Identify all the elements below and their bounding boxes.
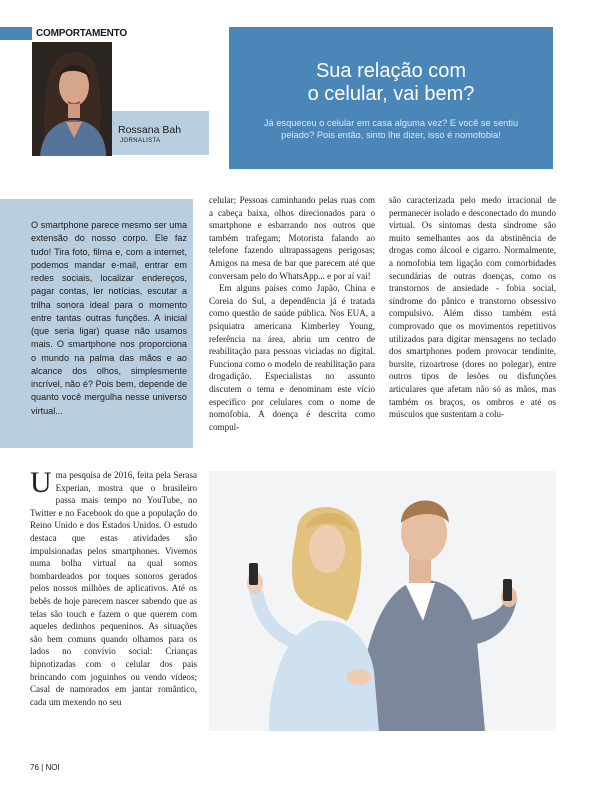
- drop-cap: U: [30, 466, 52, 499]
- page-number: 76: [30, 763, 39, 772]
- couple-with-phones-illustration-icon: [209, 471, 556, 731]
- author-name: Rossana Bah: [118, 124, 182, 136]
- body-paragraph: celular; Pessoas caminhando pelas ruas com a cabeça baixa, olhos direcionados para o smartphone e esbarrando nos outros que também trafegam; Motorista falando ao telefone fazendo ultrapassagens perigosas; Amigos na mesa de bar que parecem até que conversam pelo do WhatsApp... e por aí vai!: [209, 195, 375, 281]
- article-subtitle: [238, 118, 544, 141]
- body-paragraph: Em alguns países como Japão, China e Coreia do Sul, a dependência já é tratada como questão de saúde pública. Nos EUA, a psiquiatra americana Kimberley Young, referência na área, abriu um centro de reabilitação para pessoas viciadas no digital. Funciona como o modelo de reabilitação para drogadição. Especialistas no assunto discutem o tema e denominam este vício específico por celulares com o nome de nomofobia. A doença é descrita como compul-: [209, 283, 375, 432]
- couple-phones-photo: [209, 471, 556, 731]
- section-label: COMPORTAMENTO: [36, 28, 127, 39]
- intro-text: O smartphone parece mesmo ser uma extensão do nosso corpo. Ele faz tudo! Tira foto, filma e, com a internet, podemos mandar e-mail, entrar em redes sociais, localizar endereços, pagar contas, ler notícias, escutar a trilha sonora ideal para o momento entre tantas outras funções. A inicial (que seria ligar) quase não usamos mais. O smartphone nos proporciona o mundo na palma das mãos e ao alcance dos olhos, simplesmente incrível, não é? Pois bem, depende de quanto você mergulha nesse universo virtual...: [31, 220, 187, 416]
- subtitle-line-1: Já esqueceu o celular em casa alguma vez? E você se sentiu: [263, 118, 519, 128]
- magazine-name: NOI: [45, 763, 60, 772]
- body-column-right: [389, 194, 556, 421]
- body-column-left: [30, 466, 197, 708]
- body-paragraph: ma pesquisa de 2016, feita pela Serasa Experian, mostra que o brasileiro passa mais tempo no YouTube, no Twitter e no Facebook do que a população do Reino Unido e dos Estados Unidos. O estudo destaca que estas atividades são impulsionadas pelos smartphones. Vivemos numa bolha virtual na qual somos bombardeados por toques sonoros gerados pelos nossos milhões de aplicativos. Até os bebês de hoje parecem nascer sabendo que as telas são touch e fazem o que querem com aqueles dedinhos pequeninos. As situações são bem comuns quando olhamos para os lados no convívio social: Crianças hipnotizadas com o celular dos pais brincando com joguinhos ou vendo vídeos; Casal de namorados em jantar romântico, cada um mexendo no seu: [30, 470, 197, 707]
- section-color-bar: [0, 27, 32, 40]
- author-photo: [32, 42, 112, 156]
- title-line-1: Sua relação com: [315, 60, 467, 82]
- footer-separator: |: [41, 763, 44, 772]
- body-column-middle: [209, 194, 375, 433]
- author-portrait-icon: [32, 42, 112, 156]
- page-footer: [30, 763, 60, 772]
- title-line-2: o celular, vai bem?: [307, 83, 475, 105]
- subtitle-line-2: pelado? Pois então, sinto lhe dizer, isso é nomofobia!: [281, 129, 501, 140]
- author-role: JORNALISTA: [120, 138, 161, 144]
- body-paragraph: são caracterizada pelo medo irracional de permanecer isolado e desconectado do mundo virtual. Os sintomas desta síndrome são muito semelhantes aos da abstinência de drogas como álcool e cigarro. Normalmente, a nomofobia tem ligação com comorbidades secundárias de outras doenças, como os transtornos de ansiedade - fobia social, síndrome do pânico e transtorno obsessivo compulsivo. Além disso também está comprovado que os movimentos repetitivos utilizados para digitar mensagens no teclado dos smartphones podem provocar tendinite, bursite, rizoartrose (dores no polegar), entre outros tipos de lesões ou disfunções articulares que afetam não só as mãos, mas também os braços, os ombros e até os músculos que sustentam a colu-: [389, 195, 556, 420]
- article-title: [229, 60, 553, 106]
